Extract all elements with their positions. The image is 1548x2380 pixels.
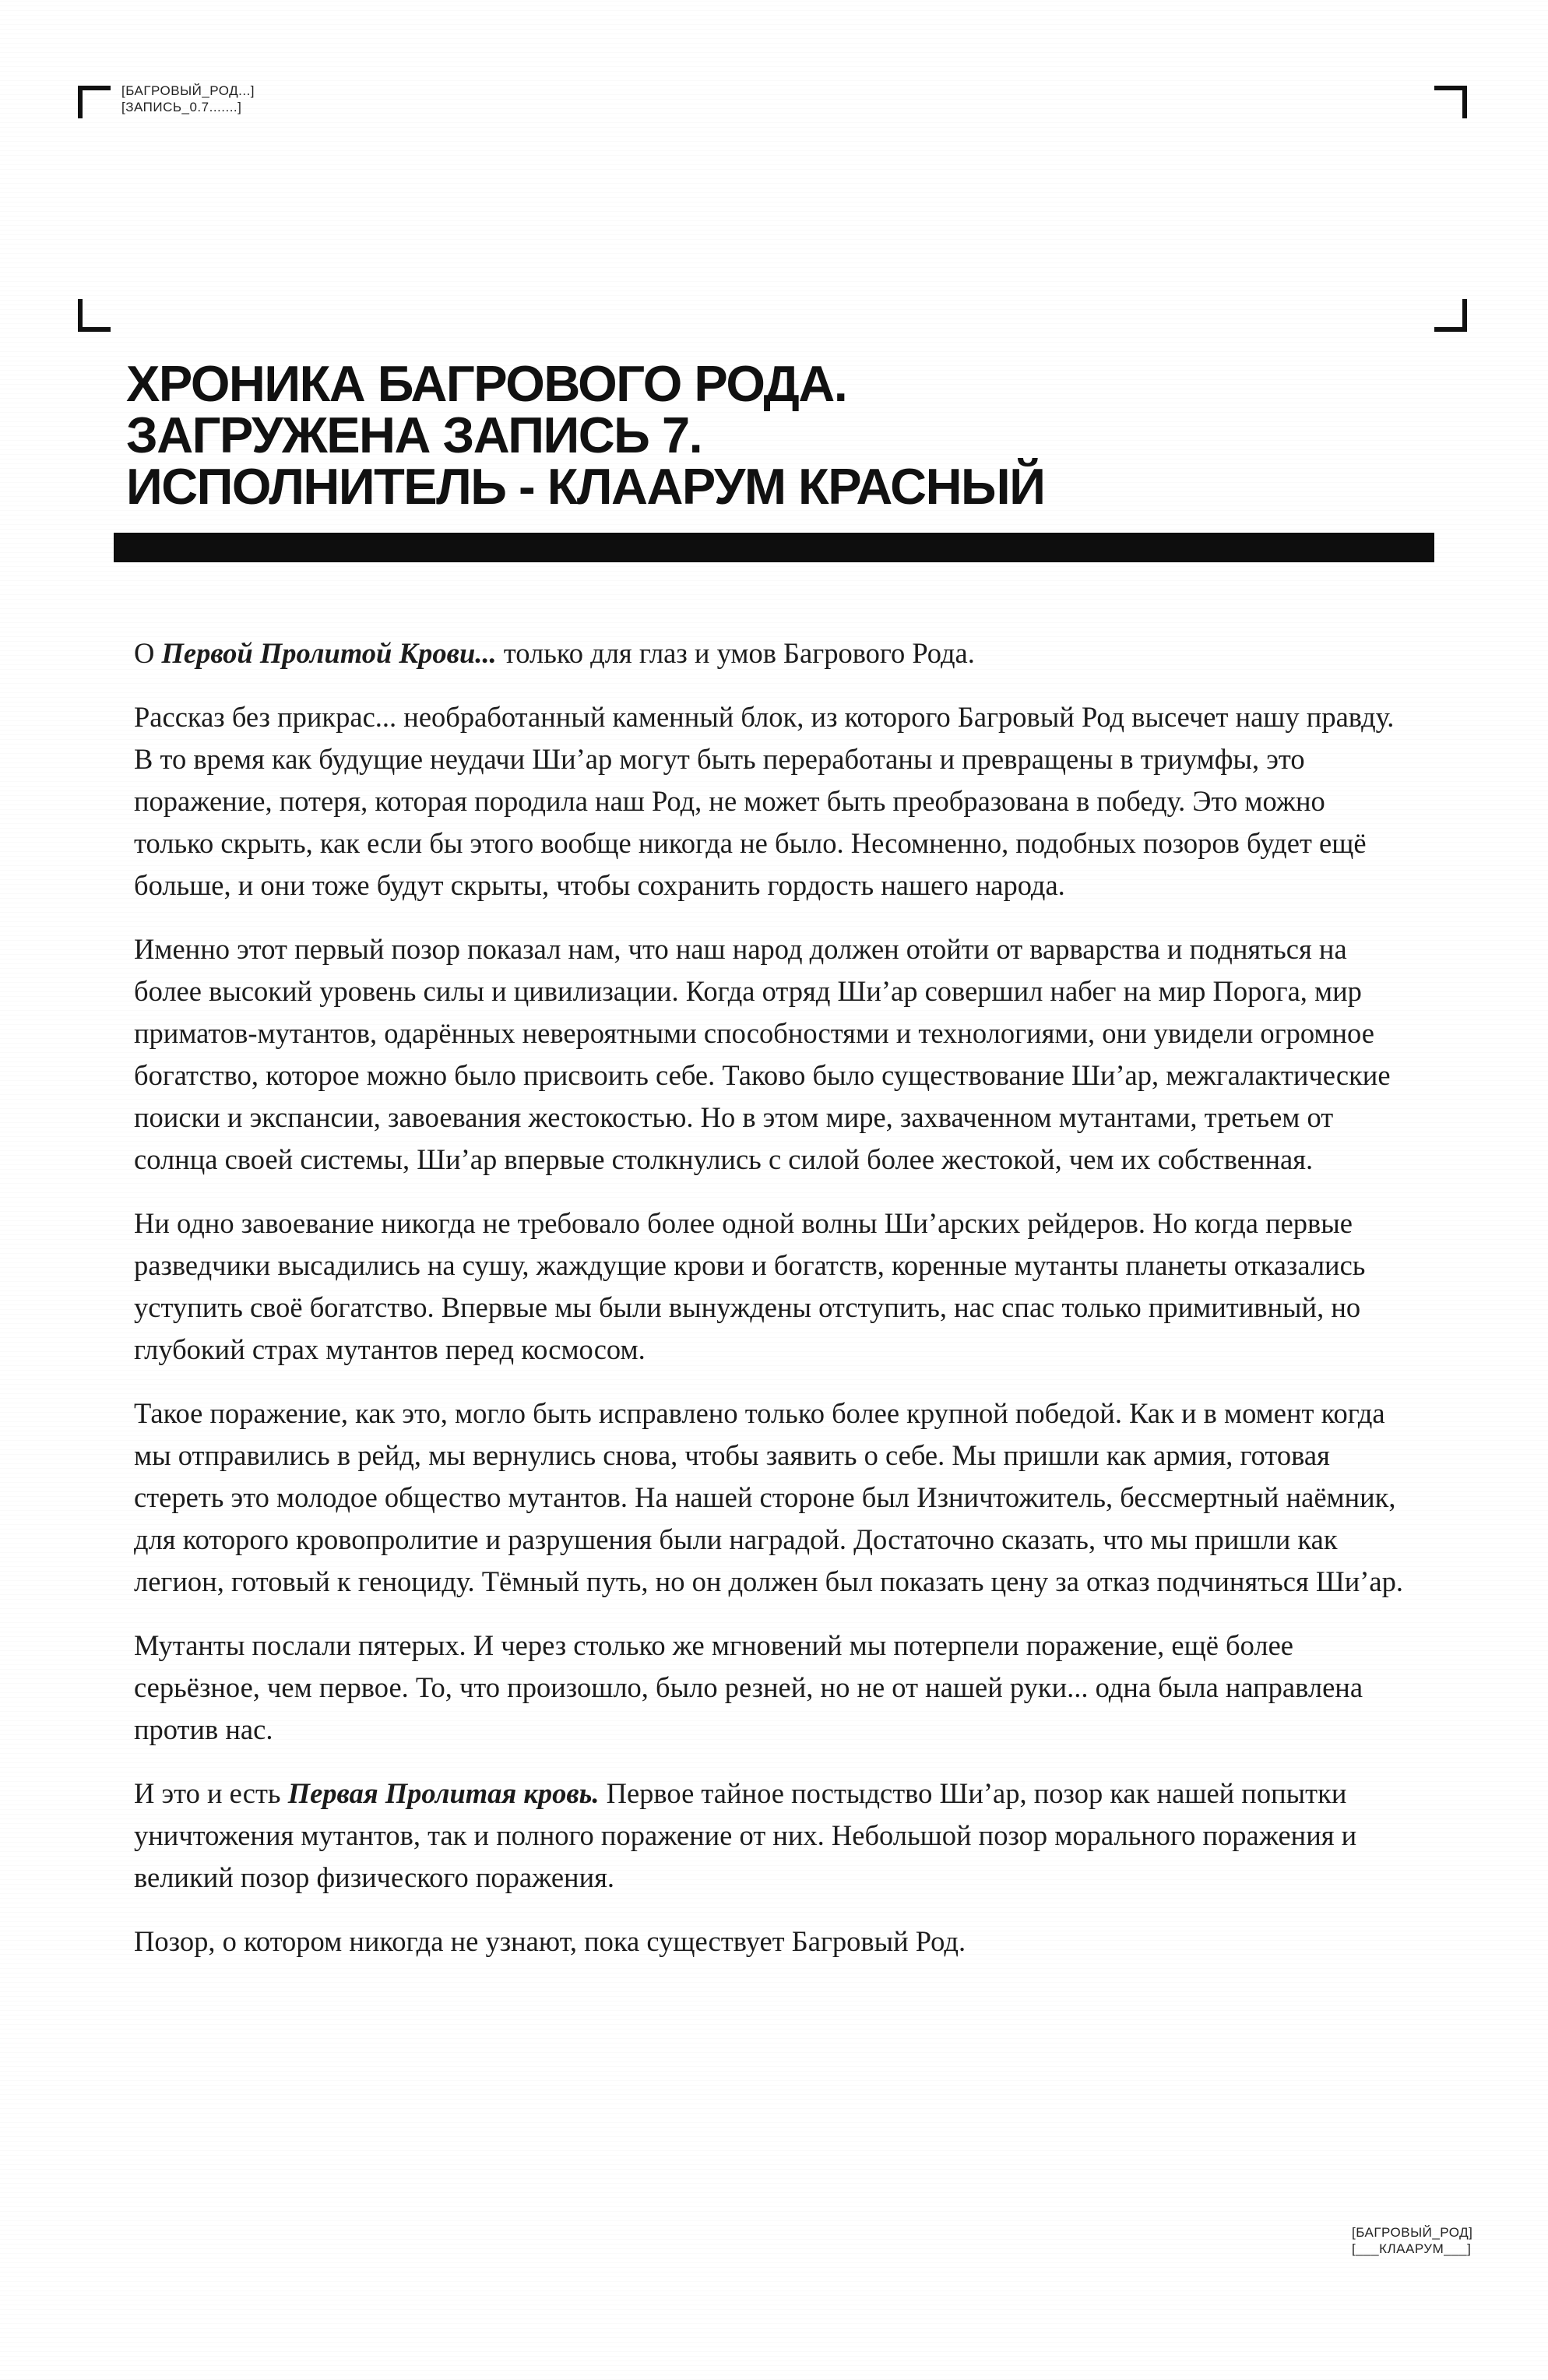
paragraph-4: Ни одно завоевание никогда не требовало более одной волны Ши’арских рейдеров. Но когда первые разведчики высадились на сушу, жаждущие крови и богатств, коренные мутанты планеты отказались уступить своё богатство. Впервые мы были вынуждены отступить, нас спас только примитивный, но глубокий страх мутантов перед космосом.	[134, 1207, 1366, 1365]
paragraph-6: Мутанты послали пятерых. И через столько же мгновений мы потерпели поражение, ещё более серьёзное, чем первое. То, что произошло, было резней, но не от нашей руки... одна была направлена против нас.	[134, 1629, 1363, 1745]
footer-tag-line-1: [БАГРОВЫЙ_РОД]	[1352, 2225, 1473, 2240]
title-line-3: ИСПОЛНИТЕЛЬ - КЛААРУМ КРАСНЫЙ	[126, 458, 1045, 515]
paragraph-1-start: О	[134, 637, 162, 669]
paragraph-5: Такое поражение, как это, могло быть исправлено только более крупной победой. Как и в момент когда мы отправились в рейд, мы вернулись снова, чтобы заявить о себе. Мы пришли как армия, готовая стереть это молодое общество мутантов. На нашей стороне был Изничтожитель, бессмертный наёмник, для которого кровопролитие и разрушения были наградой. Достаточно сказать, что мы пришли как легион, готовый к геноциду. Тёмный путь, но он должен был показать цену за отказ подчиняться Ши’ар.	[134, 1397, 1403, 1597]
corner-bracket-top-right	[1434, 86, 1467, 118]
header-tag-line-2: [ЗАПИСЬ_0.7.......]	[121, 100, 242, 114]
paragraph-8: Позор, о котором никогда не узнают, пока существует Багровый Род.	[134, 1925, 966, 1957]
header-tag	[121, 83, 255, 115]
title-underline-bar	[114, 533, 1434, 562]
paragraph-2: Рассказ без прикрас... необработанный каменный блок, из которого Багровый Род высечет нашу правду. В то время как будущие неудачи Ши’ар могут быть переработаны и превращены в триумфы, это поражение, потеря, которая породила наш Род, не может быть преобразована в победу. Это можно только скрыть, как если бы этого вообще никогда не было. Несомненно, подобных позоров будет ещё больше, и они тоже будут скрыты, чтобы сохранить гордость нашего народа.	[134, 701, 1395, 901]
paragraph-1-emphasis: Первой Пролитой Крови...	[161, 637, 497, 669]
title-line-2: ЗАГРУЖЕНА ЗАПИСЬ 7.	[126, 407, 702, 463]
paragraph-7-end: Первое тайное постыдство Ши’ар, позор как нашей попытки уничтожения мутантов, так и полного поражение от них. Небольшой позор морального поражения и великий позор физического поражения.	[134, 1777, 1357, 1893]
article-body	[134, 632, 1411, 1984]
footer-tag-line-2: [___КЛААРУМ___]	[1352, 2241, 1472, 2256]
header-tag-line-1: [БАГРОВЫЙ_РОД...]	[121, 83, 255, 98]
title-line-1: ХРОНИКА БАГРОВОГО РОДА.	[126, 355, 847, 412]
corner-bracket-top-left	[78, 86, 111, 118]
paragraph-1	[134, 632, 1411, 674]
paragraph-3: Именно этот первый позор показал нам, что наш народ должен отойти от варварства и подняться на более высокий уровень силы и цивилизации. Когда отряд Ши’ар совершил набег на мир Порога, мир приматов-мутантов, одарённых невероятными способностями и технологиями, они увидели огромное богатство, которое можно было присвоить себе. Таково было существование Ши’ар, межгалактические поиски и экспансии, завоевания жестокостью. Но в этом мире, захваченном мутантами, третьем от солнца своей системы, Ши’ар впервые столкнулись с силой более жестокой, чем их собственная.	[134, 933, 1391, 1175]
paragraph-7	[134, 1773, 1411, 1899]
footer-tag	[1352, 2224, 1472, 2257]
paragraph-7-emphasis: Первая Пролитая кровь.	[287, 1777, 600, 1809]
paragraph-7-start: И это и есть	[134, 1777, 288, 1809]
corner-bracket-bottom-left	[78, 299, 111, 332]
page-title	[126, 355, 1450, 515]
corner-bracket-bottom-right	[1434, 299, 1467, 332]
paragraph-1-end: только для глаз и умов Багрового Рода.	[496, 637, 975, 669]
